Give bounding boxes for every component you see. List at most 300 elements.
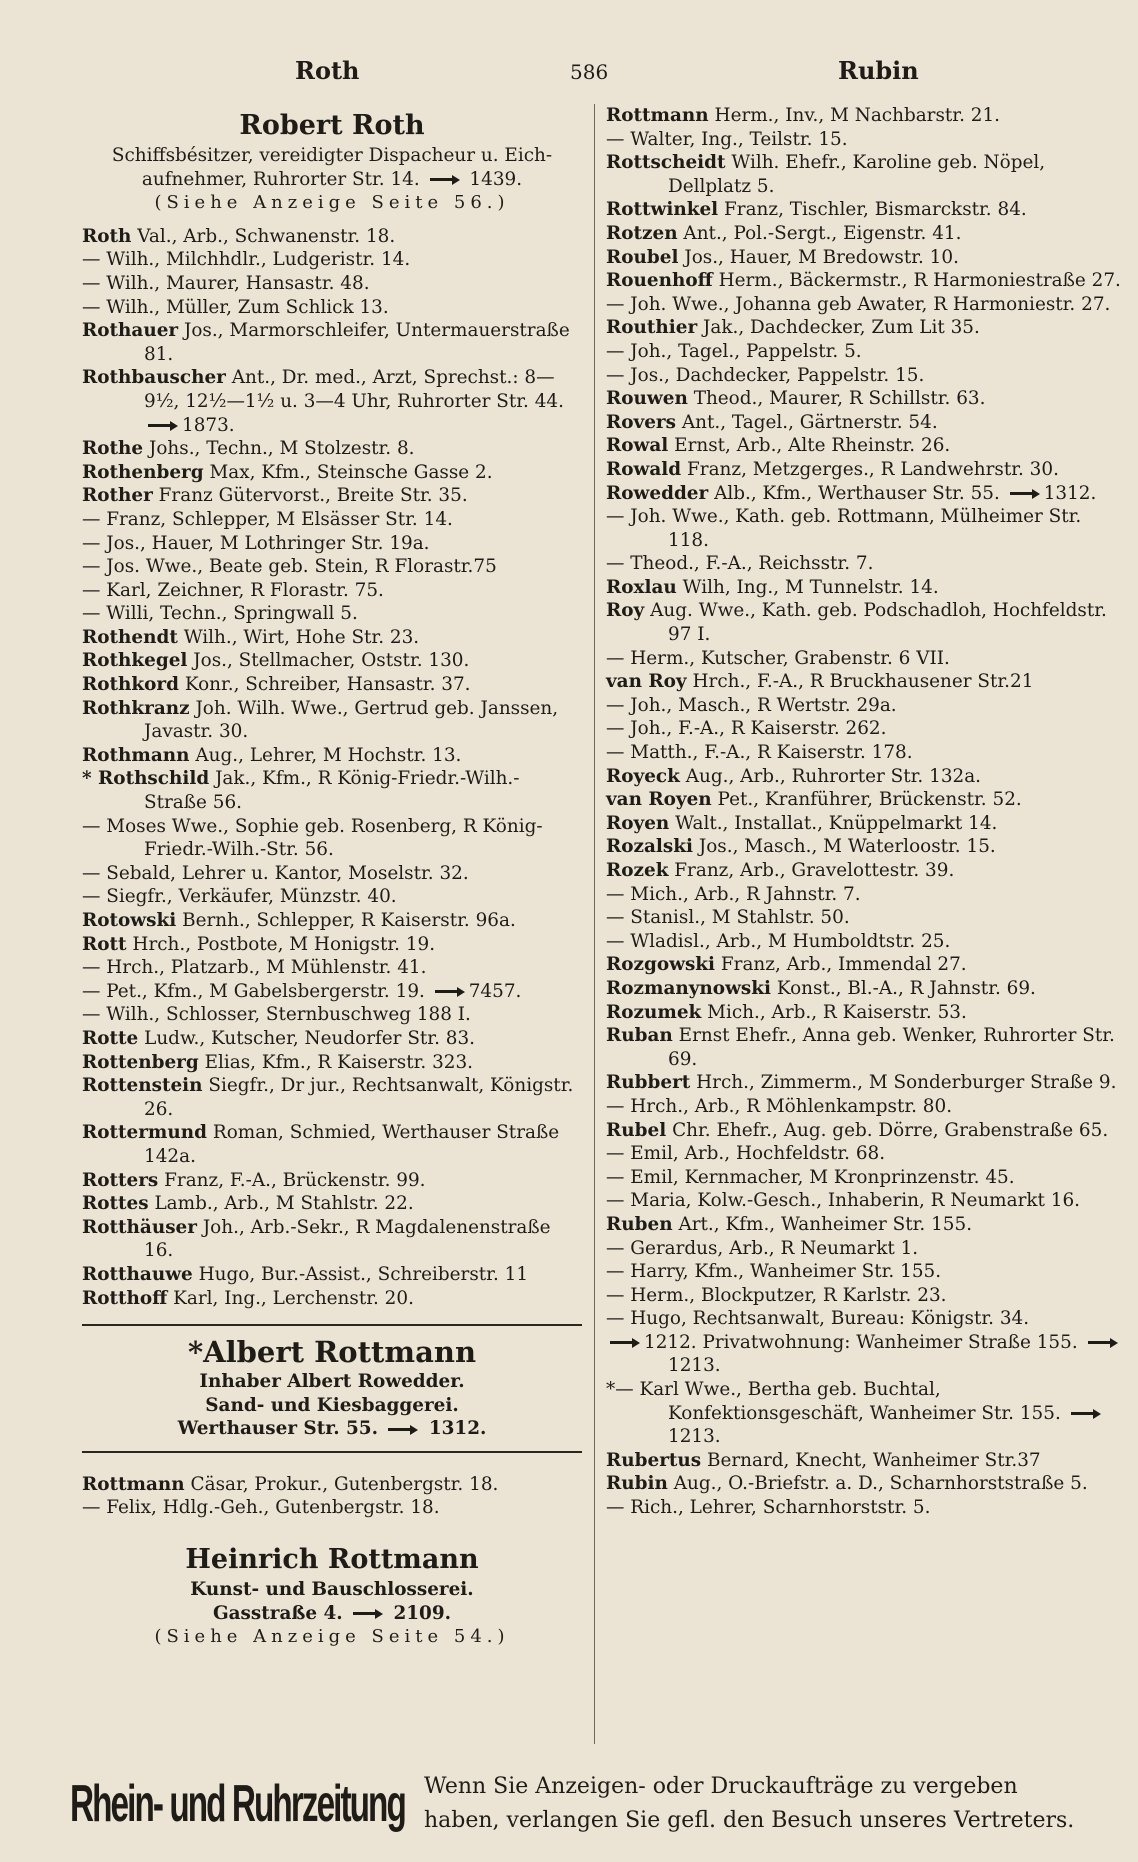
running-head-left: Roth [295,56,360,85]
entry-details: Mich., Arb., R Kaiserstr. 53. [707,1001,967,1023]
telephone-icon [1010,489,1040,498]
entry-details: Joh. Wwe., Johanna geb Awater, R Harmoniestr. 27. [630,293,1111,315]
list-item [606,482,1122,506]
list-item [606,458,1122,482]
entry-details: Ant., Dr. med., Arzt, Sprechst.: 8—9½, 12½—1½ u. 3—4 Uhr, Ruhrorter Str. 44. [144,367,564,412]
list-item [606,906,1122,930]
entry-details: Elias, Kfm., R Kaiserstr. 323. [204,1051,474,1073]
entry-name: — [606,293,625,315]
phone-number: 2109. [393,1602,452,1624]
ad-heinrich-rottmann [82,1542,582,1649]
entry-details: Siegfr., Dr jur., Rechtsanwalt, Königstr. 26. [144,1075,574,1120]
list-item [82,508,582,532]
list-item [606,977,1122,1001]
entry-name: Rottenberg [82,1051,199,1073]
entry-name: — [82,249,101,271]
ad-albert-rottmann [82,1324,582,1453]
list-item [606,246,1122,270]
entry-name: — [606,1190,625,1212]
entry-details: Sebald, Lehrer u. Kantor, Moselstr. 32. [106,862,469,884]
entry-details: Emil, Kernmacher, M Kronprinzenstr. 45. [630,1166,1015,1188]
list-item [82,980,582,1004]
telephone-icon [1088,1338,1118,1347]
page-number: 586 [570,60,609,84]
list-item [82,579,582,603]
list-item [82,602,582,626]
list-item [606,765,1122,789]
ad-line [82,168,582,192]
entry-name: — [82,532,101,554]
entry-details: Joh. Wilh. Wwe., Gertrud geb. Janssen, Javastr. 30. [144,697,559,743]
list-item [82,815,582,862]
entry-list [82,1473,582,1520]
list-item [82,437,582,461]
list-item [606,1237,1122,1261]
entry-details: Hrch., F.-A., R Bruckhausener Str.21 [692,671,1034,693]
footer-line: Wenn Sie Anzeigen- oder Druckaufträge zu vergeben [424,1774,1018,1799]
entry-name: Rouwen [606,388,688,410]
list-item [82,1003,582,1027]
entry-details: Herm., Kutscher, Grabenstr. 6 VII. [630,647,950,669]
entry-details: Ernst Ehefr., Anna geb. Wenker, Ruhrorter Str. 69. [668,1025,1115,1070]
entry-details: Johs., Techn., M Stolzestr. 8. [148,438,415,460]
entry-name: — [82,980,101,1002]
entry-name: — [82,886,101,908]
entry-name: *— [606,1379,634,1401]
entry-name: Rowald [606,458,682,480]
entry-details: Alb., Kfm., Werthauser Str. 55. [714,482,1000,504]
entry-details: Maria, Kolw.-Gesch., Inhaberin, R Neumarkt 16. [630,1190,1081,1212]
entry-name: — [606,742,625,764]
entry-details: Joh., Arb.-Sekr., R Magdalenenstraße 16. [144,1216,551,1262]
entry-name: Rothmann [82,744,190,766]
entry-details: Jos. Wwe., Beate geb. Stein, R Florastr.75 [106,556,497,578]
entry-details: Joh., Tagel., Pappelstr. 5. [630,340,862,362]
entry-details: Bernh., Schlepper, R Kaiserstr. 96a. [182,910,516,931]
list-item [606,340,1122,364]
entry-details: Wilh., Wirt, Hohe Str. 23. [183,626,420,648]
list-item [606,104,1122,128]
entry-details: Wilh. Ehefr., Karoline geb. Nöpel, Dellplatz 5. [668,152,1046,197]
ad-title: *Albert Rottmann [187,1335,477,1370]
ad-text: Gasstraße 4. [212,1602,343,1624]
entry-name: Routhier [606,317,698,339]
entry-name: — [606,1166,625,1188]
entry-name: Rottenstein [82,1075,203,1097]
entry-name: — [606,1237,625,1259]
list-item [606,576,1122,600]
list-item [606,128,1122,152]
entry-list [606,104,1122,1520]
entry-details: Hrch., Zimmerm., M Sonderburger Straße 9. [696,1072,1117,1094]
list-item [82,1287,582,1311]
ad-reference: (Siehe Anzeige Seite 56.) [154,192,510,214]
list-item [606,198,1122,222]
list-item [82,649,582,673]
list-item [82,1074,582,1121]
entry-name: Rothkranz [82,697,190,719]
entry-details: Wilh., Müller, Zum Schlick 13. [106,296,389,318]
entry-name: — [606,1284,625,1306]
ad-line: Kunst- und Bauschlosserei. [190,1579,474,1601]
entry-name: Rouenhoff [606,270,713,292]
list-item [606,835,1122,859]
list-item [606,812,1122,836]
list-item [82,1473,582,1497]
list-item [606,1213,1122,1237]
entry-name: Rowal [606,435,669,457]
right-column [606,104,1122,1520]
list-item [82,956,582,980]
entry-name: Royen [606,812,670,834]
entry-name: Rottwinkel [606,199,719,221]
entry-details: Franz, Arb., Immendal 27. [720,954,967,976]
ad-line: Schiffsbésitzer, vereidigter Dispacheur u. Eich- [111,145,553,166]
entry-name: — [82,296,101,318]
entry-name: Rottscheidt [606,152,726,174]
entry-name: — [606,1095,625,1117]
entry-details: Aug., Arb., Ruhrorter Str. 132a. [685,765,982,787]
ad-title: Heinrich Rottmann [185,1544,479,1576]
list-item [606,411,1122,435]
entry-name: Rothe [82,438,144,460]
list-item [606,1260,1122,1284]
list-item [606,269,1122,293]
entry-name: — [606,1261,625,1283]
entry-details: Konst., Bl.-A., R Jahnstr. 69. [776,977,1036,999]
list-item [606,930,1122,954]
entry-details: Siegfr., Verkäufer, Münzstr. 40. [106,886,397,908]
entry-details: Karl, Ing., Lerchenstr. 20. [173,1287,414,1309]
telephone-icon [1071,1409,1101,1418]
entry-name: — [82,508,101,530]
entry-name: Rovers [606,411,676,433]
entry-details: Wladisl., Arb., M Humboldtstr. 25. [630,930,951,952]
entry-details: Aug., Lehrer, M Hochstr. 13. [195,744,462,766]
entry-details: Matth., F.-A., R Kaiserstr. 178. [630,742,913,764]
list-item [82,1192,582,1216]
entry-name: Royeck [606,765,680,787]
list-item [82,248,582,272]
entry-name: Rottermund [82,1122,207,1144]
list-item [606,1142,1122,1166]
entry-details: Jak., Dachdecker, Zum Lit 35. [703,317,980,339]
entry-details: Felix, Hdlg.-Geh., Gutenbergstr. 18. [106,1497,440,1519]
entry-details: Jos., Hauer, M Bredowstr. 10. [684,246,959,268]
entry-details: Theod., Maurer, R Schillstr. 63. [693,388,986,410]
entry-details: Rich., Lehrer, Scharnhorststr. 5. [630,1497,931,1519]
entry-name: — [82,1004,101,1026]
entry-details: Stanisl., M Stahlstr. 50. [630,907,850,929]
list-item [82,319,582,366]
entry-details: Chr. Ehefr., Aug. geb. Dörre, Grabenstraße 65. [672,1119,1109,1141]
list-item [82,484,582,508]
ad-line [82,1417,582,1441]
entry-name: Rowedder [606,482,709,504]
list-item [82,1121,582,1168]
phone-number: 1312. [1043,482,1097,504]
entry-details: Bernard, Knecht, Wanheimer Str.37 [706,1449,1041,1471]
entry-name: — [82,556,101,578]
entry-name: Rubbert [606,1072,691,1094]
entry-name: Roubel [606,246,679,268]
entry-details: Joh., Masch., R Wertstr. 29a. [630,694,897,716]
list-item [82,933,582,957]
list-item [606,364,1122,388]
phone-number: 1873. [182,414,235,436]
list-item [82,1027,582,1051]
list-item [82,296,582,320]
list-item [606,1024,1122,1071]
entry-name: — [606,364,625,386]
entry-details: Gerardus, Arb., R Neumarkt 1. [630,1237,919,1259]
list-item [606,387,1122,411]
entry-name: — [606,930,625,952]
entry-name: — [606,553,625,575]
entry-details: Ludw., Kutscher, Neudorfer Str. 83. [144,1027,476,1049]
entry-details: Joh., F.-A., R Kaiserstr. 262. [630,718,887,740]
ad-robert-roth [82,108,582,215]
entry-details: Mich., Arb., R Jahnstr. 7. [630,883,861,905]
entry-name: Rothenberg [82,461,204,483]
newspaper-logo: Rhein- und Ruhrzeitung [70,1775,405,1833]
list-item [82,1169,582,1193]
entry-details: Jos., Stellmacher, Oststr. 130. [193,650,470,672]
entry-details: Hrch., Arb., R Möhlenkampstr. 80. [630,1095,953,1117]
entry-name: — [82,1497,101,1519]
list-item [82,862,582,886]
list-item [606,1331,1122,1378]
entry-details: Ant., Pol.-Sergt., Eigenstr. 41. [683,222,962,244]
list-item [82,1263,582,1287]
entry-name: — [606,1497,625,1519]
list-item [82,1051,582,1075]
entry-name: — [82,957,101,979]
page-header [0,56,1138,96]
list-item [82,1496,582,1520]
entry-details: Franz, Arb., Gravelottestr. 39. [674,860,955,881]
entry-details: Franz Gütervorst., Breite Str. 35. [158,485,468,507]
entry-details: Wilh., Schlosser, Sternbuschweg 188 I. [106,1004,471,1026]
entry-name: Rottmann [82,1473,185,1495]
entry-name: Rottes [82,1193,149,1215]
entry-name: Rotthoff [82,1287,168,1309]
entry-name: — [606,647,625,669]
list-item [82,697,582,744]
entry-details: Walt., Installat., Knüppelmarkt 14. [675,812,998,834]
phone-number: 1312. [428,1418,487,1440]
entry-name: — [82,862,101,884]
entry-details: Franz, Metzgerges., R Landwehrstr. 30. [687,458,1059,480]
entry-details: Karl Wwe., Bertha geb. Buchtal, Konfektionsgeschäft, Wanheimer Str. 155. [639,1379,1061,1424]
entry-name: Rother [82,485,153,507]
entry-name: Rottmann [606,105,709,126]
telephone-icon [430,175,460,184]
list-item [606,741,1122,765]
list-item [606,788,1122,812]
entry-name: Rozumek [606,1001,702,1023]
telephone-icon [353,1609,383,1618]
entry-details: Cäsar, Prokur., Gutenbergstr. 18. [190,1473,499,1495]
list-item [606,717,1122,741]
entry-details: Pet., Kranführer, Brückenstr. 52. [717,789,1022,811]
list-item [606,694,1122,718]
entry-details: Wilh., Maurer, Hansastr. 48. [106,272,370,294]
list-item [606,505,1122,552]
entry-name: Rothkegel [82,650,188,672]
entry-name: Rozek [606,860,669,881]
entry-name: Rothkord [82,674,179,696]
entry-details: Ant., Tagel., Gärtnerstr. 54. [681,411,938,433]
list-item [606,1071,1122,1095]
list-item [606,883,1122,907]
entry-name: Roy [606,600,645,622]
entry-name: Rotte [82,1027,139,1049]
running-head-right: Rubin [838,56,919,85]
phone-number: 1212. Privatwohnung: Wanheimer Straße 155. [644,1331,1078,1353]
entry-name: Rotowski [82,910,177,931]
entry-details: Herm., Inv., M Nachbarstr. 21. [714,105,1001,126]
list-item [606,1284,1122,1308]
entry-details: Wilh., Milchhdlr., Ludgeristr. 14. [106,249,411,271]
telephone-icon [388,1425,418,1434]
phone-number: 7457. [468,980,522,1002]
entry-name: van Roy [606,671,687,693]
entry-name: Rothendt [82,626,178,648]
list-item [606,434,1122,458]
entry-details: Roman, Schmied, Werthauser Straße 142a. [144,1122,560,1167]
phone-number: 1213. [668,1426,721,1448]
entry-name: Rozgowski [606,954,716,976]
entry-name: — [606,694,625,716]
list-item [606,1378,1122,1449]
phone-number: 1213. [668,1355,721,1377]
entry-name: * Rothschild [82,768,210,790]
entry-details: Val., Arb., Schwanenstr. 18. [137,225,396,247]
telephone-icon [610,1338,640,1347]
entry-name: Rothbauscher [82,367,226,389]
list-item [606,222,1122,246]
entry-details: Ernst, Arb., Alte Rheinstr. 26. [674,435,951,457]
list-item [606,1001,1122,1025]
list-item [606,1095,1122,1119]
list-item [606,1119,1122,1143]
entry-details: Willi, Techn., Springwall 5. [106,603,358,625]
entry-details: Jos., Dachdecker, Pappelstr. 15. [630,364,925,386]
footer-text [424,1770,1138,1838]
list-item [606,647,1122,671]
ad-title: Robert Roth [239,110,425,141]
entry-details: Wilh, Ing., M Tunnelstr. 14. [682,576,939,598]
list-item [82,366,582,437]
entry-details: Konr., Schreiber, Hansastr. 37. [184,674,471,696]
entry-name: Roxlau [606,576,677,598]
entry-details: Aug. Wwe., Kath. geb. Podschadloh, Hochfeldstr. 97 I. [650,600,1107,646]
telephone-icon [435,987,465,996]
list-item [82,1216,582,1263]
list-item [606,1449,1122,1473]
entry-details: Walter, Ing., Teilstr. 15. [630,128,848,150]
list-item [606,599,1122,646]
entry-details: Pet., Kfm., M Gabelsbergerstr. 19. [106,980,425,1002]
list-item [606,151,1122,198]
entry-name: Rozalski [606,836,693,858]
list-item [82,272,582,296]
entry-name: Rotzen [606,222,678,244]
footer-line: haben, verlangen Sie gefl. den Besuch unseres Vertreters. [424,1808,1075,1833]
list-item [82,885,582,909]
entry-name: — [606,1143,625,1165]
telephone-icon [148,421,178,430]
entry-name: — [606,907,625,929]
entry-details: Franz, F.-A., Brückenstr. 99. [164,1169,426,1191]
entry-name: Rotthauwe [82,1263,193,1285]
list-item [606,670,1122,694]
entry-details: Herm., Blockputzer, R Karlstr. 23. [630,1284,947,1306]
ad-text: Werthauser Str. 55. [177,1418,378,1440]
entry-details: Harry, Kfm., Wanheimer Str. 155. [630,1261,942,1283]
entry-details: Franz, Tischler, Bismarckstr. 84. [724,199,1027,221]
entry-name: Ruben [606,1213,673,1235]
list-item [82,909,582,933]
ad-line: Inhaber Albert Rowedder. [199,1371,465,1393]
list-item [82,626,582,650]
entry-name: — [82,579,101,601]
entry-list [82,225,582,1310]
list-item [606,859,1122,883]
list-item [606,1189,1122,1213]
entry-name: Rothauer [82,320,179,342]
entry-details: Herm., Bäckermstr., R Harmoniestraße 27. [718,270,1121,292]
list-item [606,1472,1122,1496]
entry-details: Hrch., Postbote, M Honigstr. 19. [132,933,436,955]
list-item [82,461,582,485]
entry-details: Karl, Zeichner, R Florastr. 75. [106,579,384,601]
ad-line: Sand- und Kiesbaggerei. [205,1394,459,1416]
entry-name: van Royen [606,789,712,811]
entry-details: Jos., Masch., M Waterloostr. 15. [698,836,996,858]
ad-reference: (Siehe Anzeige Seite 54.) [154,1626,510,1648]
entry-name: — [82,272,101,294]
entry-name: — [606,718,625,740]
entry-details: Art., Kfm., Wanheimer Str. 155. [678,1213,973,1235]
entry-name: Roth [82,225,132,247]
list-item [606,293,1122,317]
list-item [606,316,1122,340]
entry-name: — [82,815,101,837]
list-item [606,1166,1122,1190]
entry-details: Jos., Hauer, M Lothringer Str. 19a. [106,532,430,554]
list-item [606,953,1122,977]
entry-name: — [606,340,625,362]
entry-details: Hugo, Bur.-Assist., Schreiberstr. 11 [198,1263,529,1285]
entry-details: Max, Kfm., Steinsche Gasse 2. [209,461,493,483]
entry-name: — [82,603,101,625]
entry-details: Joh. Wwe., Kath. geb. Rottmann, Mülheimer Str. 118. [630,506,1082,551]
entry-details: Jos., Marmorschleifer, Untermauerstraße 81. [144,320,570,365]
entry-name: Rubel [606,1119,667,1141]
entry-name: — [606,128,625,150]
list-item [82,532,582,556]
entry-details: Lamb., Arb., M Stahlstr. 22. [154,1193,414,1215]
entry-name: Rott [82,933,127,955]
list-item [82,744,582,768]
entry-name: Rubin [606,1473,668,1495]
entry-details: Franz, Schlepper, M Elsässer Str. 14. [106,508,453,530]
list-item [606,552,1122,576]
entry-details: Hugo, Rechtsanwalt, Bureau: Königstr. 34. [630,1308,1030,1330]
footer-advertisement [70,1768,1130,1848]
